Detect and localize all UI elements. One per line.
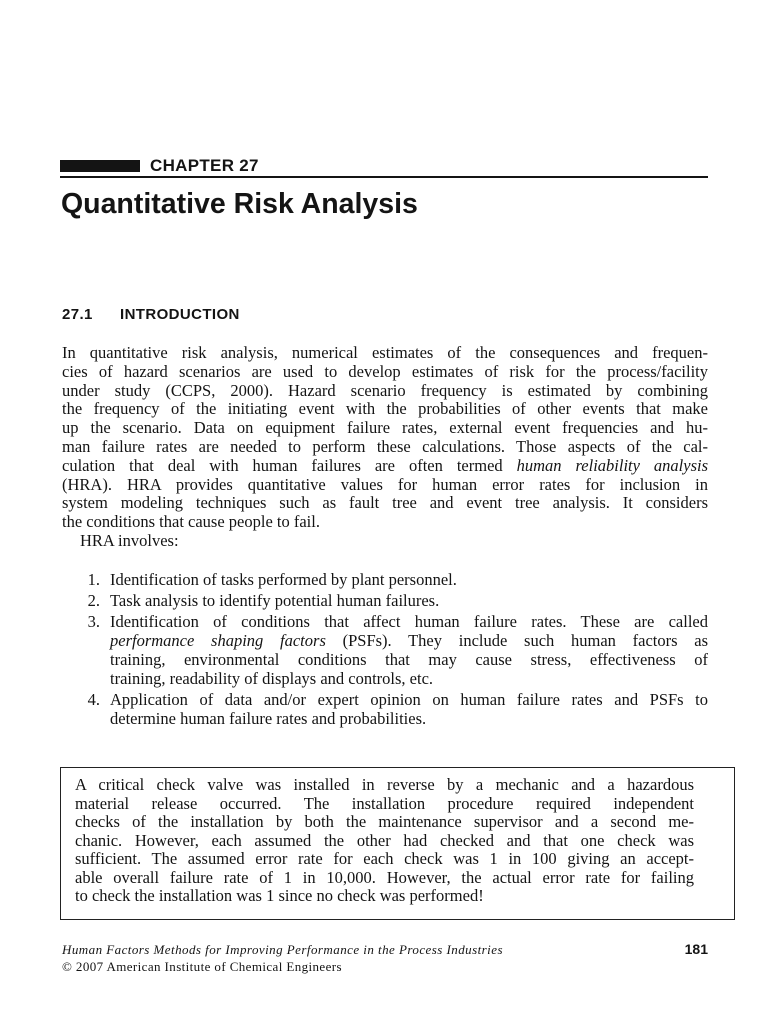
box-line: chanic. However, each assumed the other had checked and that one check was [75, 830, 694, 850]
list-item [62, 690, 708, 728]
chapter-marker-bar [60, 160, 140, 172]
section-title: INTRODUCTION [120, 306, 240, 323]
box-line: able overall failure rate of 1 in 10,000. However, the actual error rate for failing [75, 867, 694, 887]
term-human-reliability-analysis: human reliability analysis [516, 455, 708, 475]
list-number: 2. [87, 591, 100, 610]
list-line: training, readability of displays and controls, etc. [110, 669, 434, 688]
case-study-box [60, 767, 735, 920]
list-line-text: (PSFs). They include such human factors as [342, 631, 709, 650]
hra-steps-list [62, 570, 708, 728]
intro-continuation: HRA involves: [80, 530, 179, 550]
section-number: 27.1 [62, 306, 93, 323]
page-number: 181 [684, 941, 708, 957]
intro-line-text: culation that deal with human failures are often termed [62, 455, 503, 475]
box-line: checks of the installation by both the maintenance supervisor and a second me- [75, 812, 694, 831]
box-line: A critical check valve was installed in reverse by a mechanic and a hazardous [75, 775, 694, 794]
intro-line: system modeling techniques such as fault tree and event tree analysis. It considers [62, 493, 708, 513]
box-line: sufficient. The assumed error rate for each check was 1 in 100 giving an accept- [75, 849, 694, 868]
list-line: Task analysis to identify potential human failures. [110, 591, 440, 610]
intro-line: man failure rates are needed to perform these calculations. Those aspects of the cal- [62, 436, 708, 456]
chapter-rule [60, 176, 708, 178]
list-number: 4. [87, 690, 100, 709]
list-item [62, 570, 708, 589]
intro-paragraph [62, 344, 708, 551]
list-line: Identification of conditions that affect human failure rates. These are called [110, 612, 708, 631]
term-performance-shaping-factors: performance shaping factors [110, 631, 326, 650]
footer-book-title: Human Factors Methods for Improving Performance in the Process Industries [62, 942, 503, 957]
footer-copyright: © 2007 American Institute of Chemical Engineers [62, 959, 342, 974]
list-line: training, environmental conditions that may cause stress, effectiveness of [110, 650, 708, 669]
intro-line: up the scenario. Data on equipment failure rates, external event frequencies and hu- [62, 418, 708, 438]
chapter-label: CHAPTER 27 [150, 156, 259, 175]
intro-line [62, 457, 708, 476]
box-line: material release occurred. The installation procedure required independent [75, 793, 694, 813]
intro-line: cies of hazard scenarios are used to develop estimates of risk for the process/facility [62, 361, 708, 381]
list-item [62, 591, 708, 610]
intro-line: (HRA). HRA provides quantitative values for human error rates for inclusion in [62, 474, 708, 494]
list-line: determine human failure rates and probabilities. [110, 709, 427, 728]
list-line [110, 631, 708, 650]
list-number: 1. [87, 570, 100, 589]
chapter-title: Quantitative Risk Analysis [61, 188, 418, 220]
list-number: 3. [87, 612, 100, 631]
intro-line: under study (CCPS, 2000). Hazard scenario frequency is estimated by combining [62, 380, 708, 400]
intro-line: the frequency of the initiating event with the probabilities of other events that make [62, 399, 708, 419]
box-line: to check the installation was 1 since no check was performed! [75, 886, 484, 905]
list-line: Application of data and/or expert opinion on human failure rates and PSFs to [110, 690, 708, 709]
intro-line: In quantitative risk analysis, numerical estimates of the consequences and frequen- [62, 343, 708, 362]
intro-line: the conditions that cause people to fail. [62, 512, 320, 532]
list-item [62, 612, 708, 688]
case-study-text [75, 776, 694, 906]
section-heading [62, 305, 462, 327]
list-line: Identification of tasks performed by plant personnel. [110, 570, 457, 589]
